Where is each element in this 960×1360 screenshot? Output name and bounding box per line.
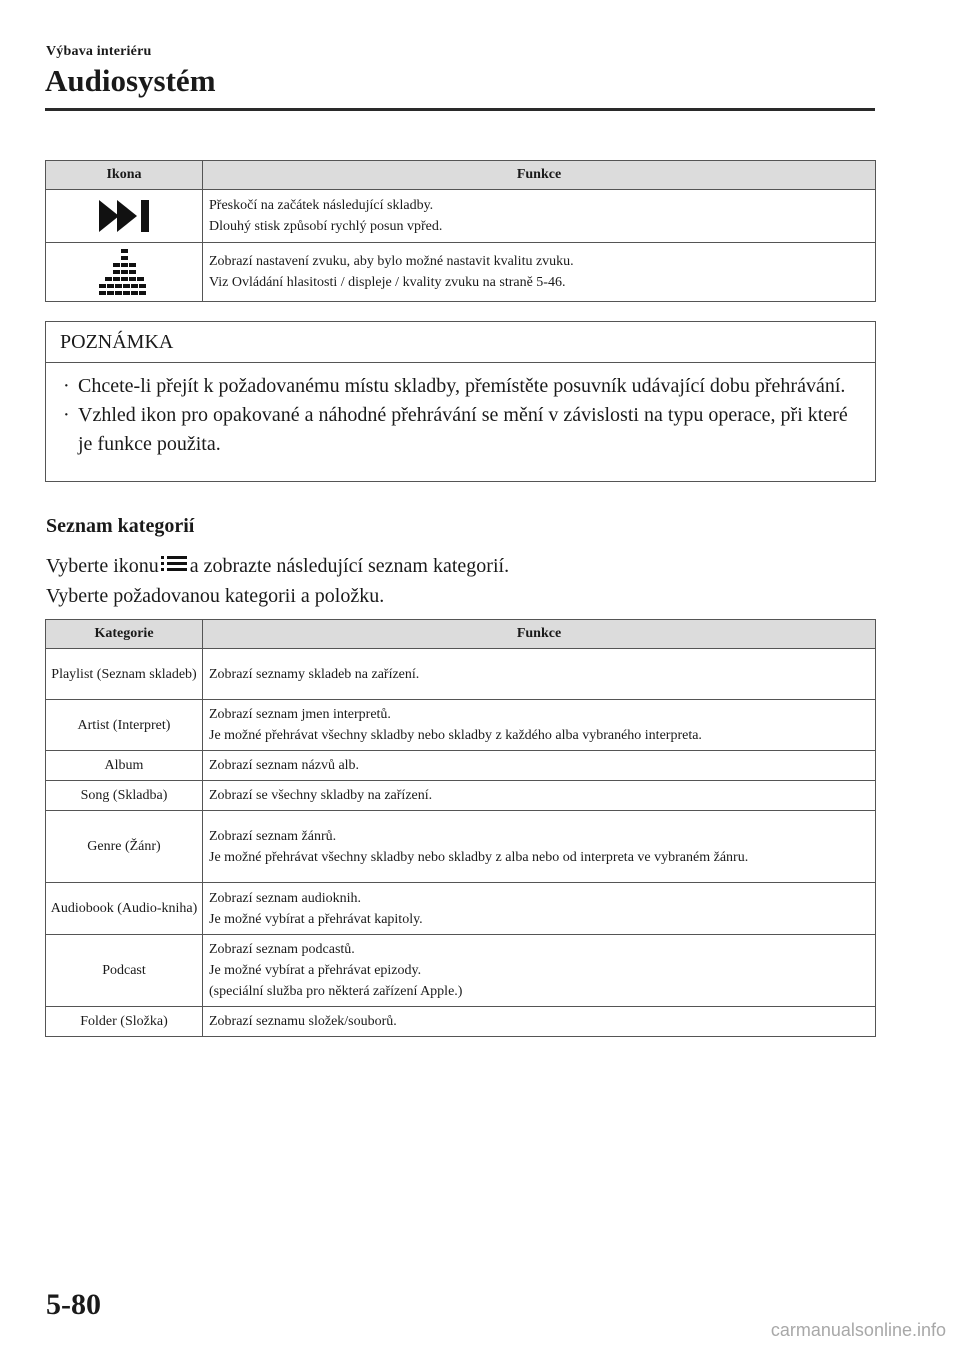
instruction-paragraph: Vyberte požadovanou kategorii a položku.	[46, 585, 385, 607]
function-cell	[203, 190, 876, 243]
table-row	[46, 649, 876, 700]
function-text: Zobrazí seznam jmen interpretů.	[209, 707, 391, 722]
function-text: Zobrazí se všechny skladby na zařízení.	[209, 788, 433, 803]
function-text: Zobrazí seznam audioknih.	[209, 890, 362, 906]
function-column-header: Funkce	[203, 161, 876, 190]
icon-cell	[46, 190, 203, 243]
table-row	[46, 700, 876, 751]
function-cell	[203, 1007, 876, 1037]
table-header-row	[46, 161, 876, 190]
function-text: Je možné přehrávat všechny skladby nebo skladby z každého alba vybraného interpreta.	[209, 728, 702, 743]
sound-settings-icon	[99, 248, 151, 296]
table-row	[46, 935, 876, 1007]
instruction-text: a zobrazte následující seznam kategorií.	[189, 555, 510, 577]
category-cell: Album	[46, 751, 203, 781]
category-cell: Playlist (Seznam skladeb)	[46, 649, 203, 700]
table-row	[46, 883, 876, 935]
function-text: Přeskočí na začátek následující skladby.	[209, 198, 434, 213]
category-cell: Genre (Žánr)	[46, 811, 203, 883]
table-header-row	[46, 620, 876, 649]
watermark: carmanualsonline.info	[770, 1320, 946, 1340]
note-item	[46, 401, 875, 459]
note-title: POZNÁMKA	[46, 322, 875, 363]
instruction-paragraph	[46, 552, 509, 580]
category-cell: Podcast	[46, 935, 203, 1007]
function-cell	[203, 781, 876, 811]
function-column-header: Funkce	[203, 620, 876, 649]
function-text: Je možné vybírat a přehrávat kapitoly.	[209, 911, 423, 927]
function-cell	[203, 883, 876, 935]
note-box	[45, 321, 876, 482]
list-icon	[161, 554, 187, 574]
function-text: Dlouhý stisk způsobí rychlý posun vpřed.	[209, 219, 443, 234]
bullet-icon: ·	[63, 404, 70, 426]
function-text: Zobrazí seznamy skladeb na zařízení.	[209, 666, 420, 682]
bullet-icon: ·	[63, 375, 70, 397]
table-row	[46, 1007, 876, 1037]
function-text: (speciální služba pro některá zařízení Apple.)	[209, 984, 463, 999]
function-cell	[203, 935, 876, 1007]
category-column-header: Kategorie	[46, 620, 203, 649]
icon-cell	[46, 243, 203, 302]
icon-function-table	[45, 160, 876, 302]
title-divider	[45, 108, 875, 111]
note-text: Vzhled ikon pro opakované a náhodné přehrávání se mění v závislosti na typu operace, při které je funkce použita.	[78, 404, 848, 455]
function-cell	[203, 243, 876, 302]
function-cell	[203, 751, 876, 781]
table-row	[46, 811, 876, 883]
category-table	[45, 619, 876, 1037]
function-text: Zobrazí seznamu složek/souborů.	[209, 1014, 397, 1029]
function-cell	[203, 811, 876, 883]
function-text: Je možné vybírat a přehrávat epizody.	[209, 963, 422, 978]
section-label: Výbava interiéru	[46, 44, 152, 59]
table-row	[46, 781, 876, 811]
function-cell	[203, 649, 876, 700]
function-text: Je možné přehrávat všechny skladby nebo skladby z alba nebo od interpreta ve vybraném žánru.	[209, 849, 749, 865]
icon-column-header: Ikona	[46, 161, 203, 190]
function-cell	[203, 700, 876, 751]
category-cell: Song (Skladba)	[46, 781, 203, 811]
page-number: 5-80	[46, 1288, 101, 1321]
function-text: Zobrazí seznam žánrů.	[209, 828, 337, 844]
function-text: Viz Ovládání hlasitosti / displeje / kvality zvuku na straně 5-46.	[209, 275, 566, 290]
table-row	[46, 190, 876, 243]
note-item	[46, 372, 875, 401]
page-title: Audiosystém	[45, 63, 216, 98]
function-text: Zobrazí nastavení zvuku, aby bylo možné nastavit kvalitu zvuku.	[209, 254, 574, 269]
function-text: Zobrazí seznam podcastů.	[209, 942, 355, 957]
skip-forward-icon	[97, 199, 153, 233]
table-row	[46, 751, 876, 781]
categories-heading: Seznam kategorií	[46, 515, 195, 537]
function-text: Zobrazí seznam názvů alb.	[209, 758, 360, 773]
note-text: Chcete-li přejít k požadovanému místu skladby, přemístěte posuvník udávající dobu přehrávání.	[78, 375, 846, 397]
instruction-text: Vyberte ikonu	[46, 555, 159, 577]
category-cell: Artist (Interpret)	[46, 700, 203, 751]
table-row	[46, 243, 876, 302]
category-cell: Folder (Složka)	[46, 1007, 203, 1037]
category-cell: Audiobook (Audio-kniha)	[46, 883, 203, 935]
